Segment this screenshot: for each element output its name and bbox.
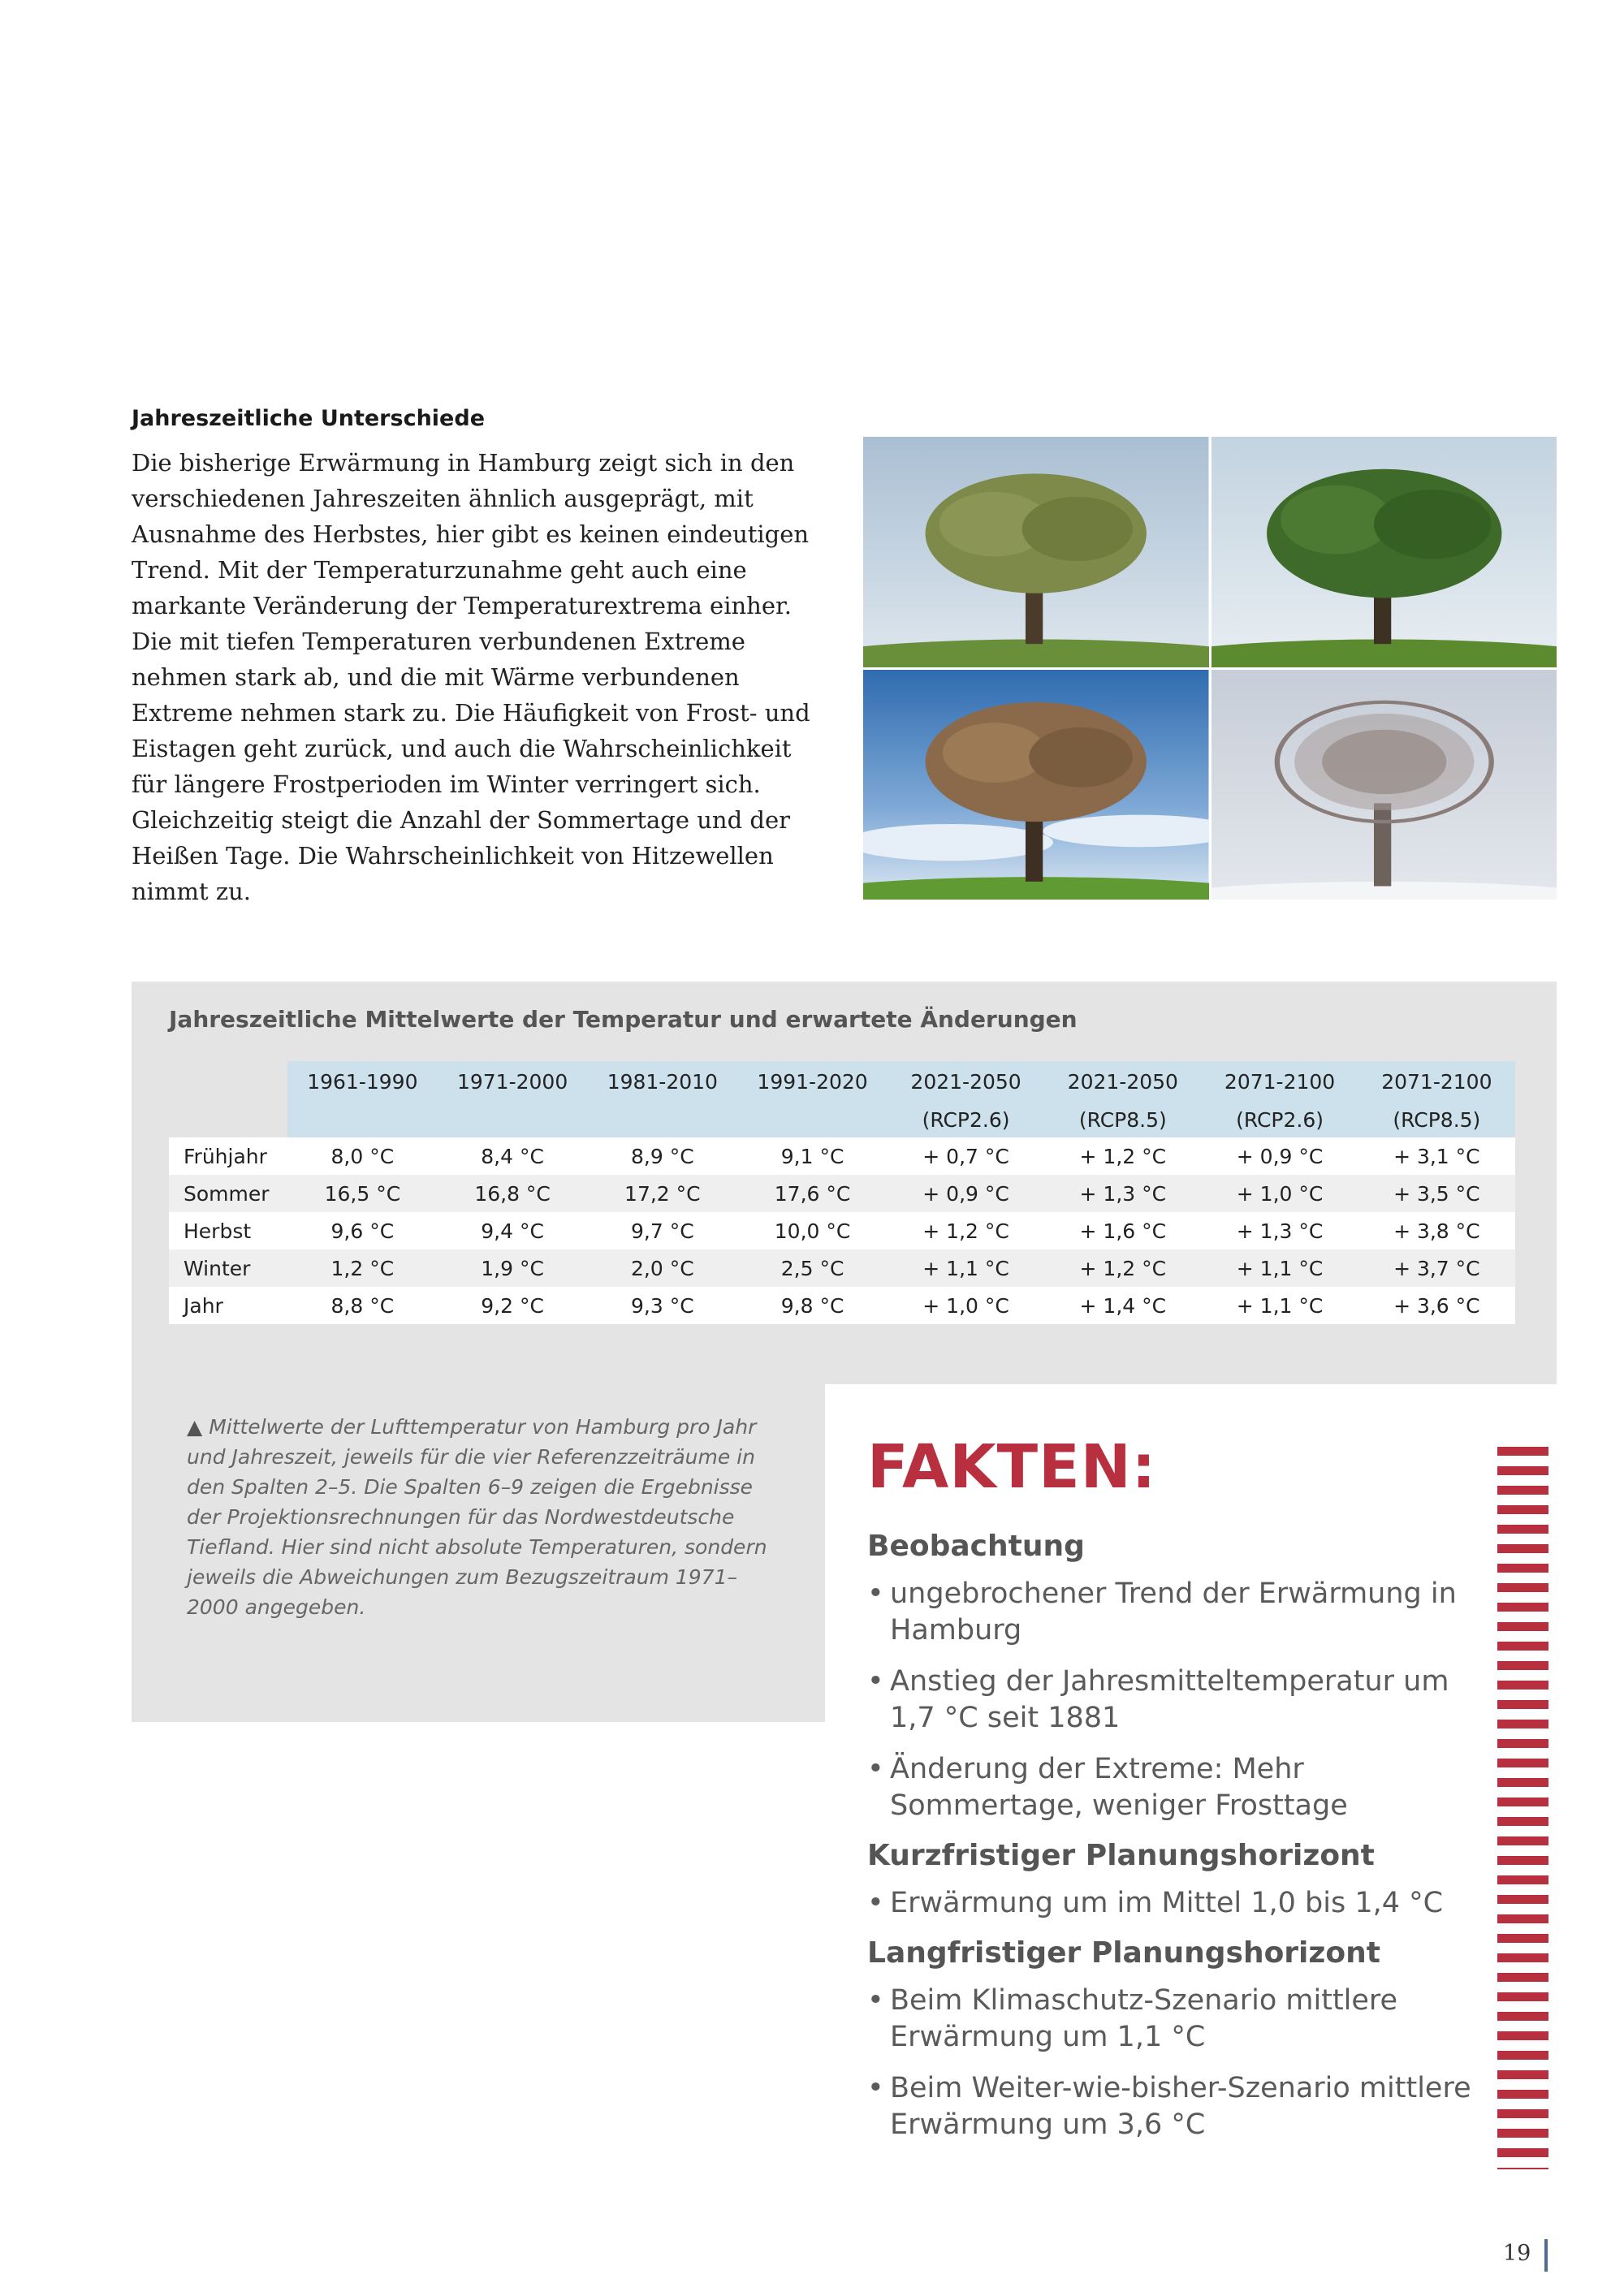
table-cell: + 3,8 °C	[1358, 1212, 1515, 1249]
facts-list	[867, 1983, 1501, 2143]
table-cell: + 1,0 °C	[1201, 1175, 1358, 1212]
table-row	[169, 1175, 1515, 1212]
column-subheader	[438, 1102, 588, 1137]
summer-tree-image	[1212, 437, 1557, 667]
table-caption	[187, 1412, 780, 1622]
table-cell: 17,2 °C	[587, 1175, 737, 1212]
column-header: 1991-2020	[737, 1061, 888, 1102]
table-cell: 1,9 °C	[438, 1249, 588, 1287]
table-cell: 8,9 °C	[587, 1137, 737, 1175]
table-row	[169, 1249, 1515, 1287]
table-cell: + 1,3 °C	[1044, 1175, 1201, 1212]
table-row	[169, 1212, 1515, 1249]
table-title: Jahreszeitliche Mittelwerte der Temperatur und erwartete Änderungen	[169, 1006, 1078, 1033]
facts-list	[867, 1885, 1501, 1922]
table-cell: + 1,1 °C	[1201, 1249, 1358, 1287]
table-cell: 8,0 °C	[287, 1137, 438, 1175]
facts-list-item: • Beim Weiter-wie-bisher-Szenario mittlere Erwärmung um 3,6 °C	[867, 2070, 1501, 2143]
table-row	[169, 1137, 1515, 1175]
table-header-row	[169, 1061, 1515, 1102]
triangle-up-icon: ▲	[187, 1415, 203, 1439]
table-subheader-row	[169, 1102, 1515, 1137]
column-subheader	[587, 1102, 737, 1137]
table-cell: + 0,9 °C	[888, 1175, 1044, 1212]
table-cell: 1,2 °C	[287, 1249, 438, 1287]
table-subheader-corner	[169, 1102, 287, 1137]
table-cell: + 1,4 °C	[1044, 1287, 1201, 1324]
autumn-tree-image	[863, 670, 1209, 900]
table-cell: 9,2 °C	[438, 1287, 588, 1324]
table-row	[169, 1287, 1515, 1324]
column-header: 2021-2050	[888, 1061, 1044, 1102]
table-cell: 2,5 °C	[737, 1249, 888, 1287]
facts-box	[867, 1432, 1501, 2158]
table-cell: 17,6 °C	[737, 1175, 888, 1212]
table-cell: 9,6 °C	[287, 1212, 438, 1249]
table-cell: + 1,2 °C	[888, 1212, 1044, 1249]
column-subheader: (RCP8.5)	[1358, 1102, 1515, 1137]
table-header-corner	[169, 1061, 287, 1102]
facts-list-item: • ungebrochener Trend der Erwärmung in Hamburg	[867, 1576, 1501, 1649]
facts-list	[867, 1576, 1501, 1824]
table-cell: + 0,7 °C	[888, 1137, 1044, 1175]
facts-list-item: • Änderung der Extreme: Mehr Sommertage, weniger Frosttage	[867, 1751, 1501, 1824]
table-cell: + 1,2 °C	[1044, 1137, 1201, 1175]
temperature-table-panel	[132, 982, 1557, 1384]
facts-section-heading: Langfristiger Planungshorizont	[867, 1936, 1380, 1970]
decorative-stripes	[1497, 1447, 1548, 2169]
column-header: 2021-2050	[1044, 1061, 1201, 1102]
temperature-table	[169, 1061, 1515, 1324]
caption-text: Mittelwerte der Lufttemperatur von Hamburg pro Jahr und Jahreszeit, jeweils für die vier Referenzzeiträume in den Spalten 2–5. Die Spalten 6–9 zeigen die Ergebnisse der Projektionsrechnungen für das Nordwestdeutsche Tiefland. Hier sind nicht absolute Temperaturen, sondern jeweils die Abweichungen zum Bezugszeitraum 1971–2000 angegeben.	[187, 1415, 767, 1619]
column-subheader	[287, 1102, 438, 1137]
table-cell: 2,0 °C	[587, 1249, 737, 1287]
spring-tree-image	[863, 437, 1209, 667]
page-number-bar	[1544, 2239, 1548, 2272]
table-cell: + 1,6 °C	[1044, 1212, 1201, 1249]
column-subheader: (RCP8.5)	[1044, 1102, 1201, 1137]
column-subheader	[737, 1102, 888, 1137]
table-cell: 8,4 °C	[438, 1137, 588, 1175]
caption-panel	[132, 1384, 825, 1722]
table-cell: 9,7 °C	[587, 1212, 737, 1249]
column-header: 2071-2100	[1201, 1061, 1358, 1102]
table-cell: 8,8 °C	[287, 1287, 438, 1324]
table-cell: + 1,2 °C	[1044, 1249, 1201, 1287]
table-cell: 16,8 °C	[438, 1175, 588, 1212]
table-cell: + 3,6 °C	[1358, 1287, 1515, 1324]
facts-list-item: • Beim Klimaschutz-Szenario mittlere Erwärmung um 1,1 °C	[867, 1983, 1501, 2056]
row-label: Winter	[169, 1249, 287, 1287]
facts-title: FAKTEN:	[867, 1432, 1157, 1502]
table-cell: 9,3 °C	[587, 1287, 737, 1324]
table-cell: + 1,1 °C	[888, 1249, 1044, 1287]
column-header: 1981-2010	[587, 1061, 737, 1102]
table-cell: + 3,7 °C	[1358, 1249, 1515, 1287]
row-label: Herbst	[169, 1212, 287, 1249]
winter-tree-image	[1212, 670, 1557, 900]
table-cell: + 3,5 °C	[1358, 1175, 1515, 1212]
intro-paragraph: Die bisherige Erwärmung in Hamburg zeigt sich in den verschiedenen Jahreszeiten ähnlich ausgeprägt, mit Ausnahme des Herbstes, hier gibt es keinen eindeutigen Trend. Mit der Temperaturzunahme geht auch eine markante Veränderung der Temperaturextrema einher. Die mit tiefen Temperaturen verbundenen Extreme nehmen stark ab, und die mit Wärme verbundenen Extreme nehmen stark zu. Die Häufigkeit von Frost- und Eistagen geht zurück, und auch die Wahrscheinlichkeit für längere Frostperioden im Winter verringert sich. Gleichzeitig steigt die Anzahl der Sommertage und der Heißen Tage. Die Wahrscheinlichkeit von Hitzewellen nimmt zu.	[132, 449, 810, 905]
column-header: 1961-1990	[287, 1061, 438, 1102]
facts-section-heading: Beobachtung	[867, 1530, 1085, 1563]
column-subheader: (RCP2.6)	[888, 1102, 1044, 1137]
row-label: Sommer	[169, 1175, 287, 1212]
column-header: 2071-2100	[1358, 1061, 1515, 1102]
table-cell: + 0,9 °C	[1201, 1137, 1358, 1175]
row-label: Jahr	[169, 1287, 287, 1324]
page-number: 19	[1503, 2241, 1531, 2266]
facts-list-item: • Erwärmung um im Mittel 1,0 bis 1,4 °C	[867, 1885, 1501, 1922]
facts-section-heading: Kurzfristiger Planungshorizont	[867, 1839, 1375, 1872]
column-subheader: (RCP2.6)	[1201, 1102, 1358, 1137]
table-cell: 9,8 °C	[737, 1287, 888, 1324]
table-cell: 9,1 °C	[737, 1137, 888, 1175]
table-cell: + 1,3 °C	[1201, 1212, 1358, 1249]
section-heading: Jahreszeitliche Unterschiede	[132, 406, 486, 431]
table-cell: 10,0 °C	[737, 1212, 888, 1249]
table-cell: + 3,1 °C	[1358, 1137, 1515, 1175]
table-cell: + 1,0 °C	[888, 1287, 1044, 1324]
column-header: 1971-2000	[438, 1061, 588, 1102]
table-cell: 9,4 °C	[438, 1212, 588, 1249]
row-label: Frühjahr	[169, 1137, 287, 1175]
facts-list-item: • Anstieg der Jahresmitteltemperatur um 1,7 °C seit 1881	[867, 1664, 1501, 1737]
seasons-photo-collage	[863, 437, 1557, 900]
table-cell: + 1,1 °C	[1201, 1287, 1358, 1324]
table-cell: 16,5 °C	[287, 1175, 438, 1212]
